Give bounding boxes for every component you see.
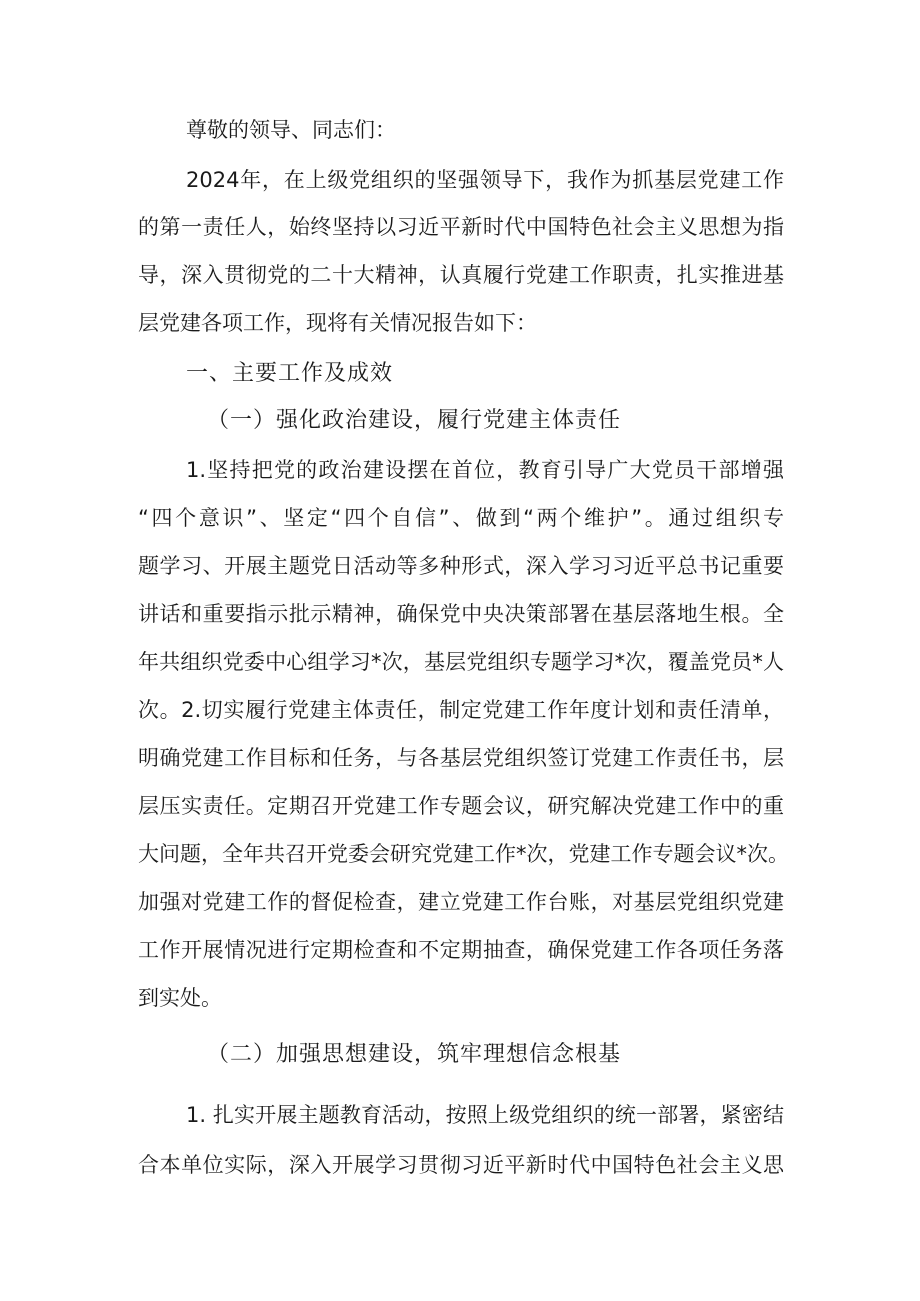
sub1-line-1: 1.坚持把党的政治建设摆在首位，教育引导广大党员干部增强 bbox=[186, 458, 784, 482]
intro-line-3: 导，深入贯彻党的二十大精神，认真履行党建工作职责，扎实推进基 bbox=[138, 263, 784, 287]
sub1-line-9: 大问题，全年共召开党委会研究党建工作*次，党建工作专题会议*次。 bbox=[138, 842, 789, 866]
section-1-title: 一、主要工作及成效 bbox=[186, 361, 394, 386]
sub1-line-5: 年共组织党委中心组学习*次，基层党组织专题学习*次，覆盖党员*人 bbox=[138, 650, 784, 674]
sub1-line-4: 讲话和重要指示批示精神，确保党中央决策部署在基层落地生根。全 bbox=[138, 602, 784, 626]
intro-line-2: 的第一责任人，始终坚持以习近平新时代中国特色社会主义思想为指 bbox=[138, 215, 784, 239]
subsection-1-title: （一）强化政治建设，履行党建主体责任 bbox=[207, 408, 622, 433]
sub1-line-2: “四个意识”、坚定“四个自信”、做到“两个维护”。通过组织专 bbox=[138, 506, 784, 530]
sub1-line-6: 次。2.切实履行党建主体责任，制定党建工作年度计划和责任清单， bbox=[138, 698, 784, 722]
sub2-line-2: 合本单位实际，深入开展学习贯彻习近平新时代中国特色社会主义思 bbox=[138, 1153, 784, 1177]
sub1-line-8: 层压实责任。定期召开党建工作专题会议，研究解决党建工作中的重 bbox=[138, 794, 784, 818]
sub1-line-10: 加强对党建工作的督促检查，建立党建工作台账，对基层党组织党建 bbox=[138, 890, 784, 914]
sub1-line-12: 到实处。 bbox=[138, 986, 222, 1010]
intro-line-4: 层党建各项工作，现将有关情况报告如下： bbox=[138, 311, 537, 335]
intro-line-1: 2024年，在上级党组织的坚强领导下，我作为抓基层党建工作 bbox=[186, 168, 784, 192]
sub2-line-1: 1. 扎实开展主题教育活动，按照上级党组织的统一部署，紧密结 bbox=[186, 1103, 784, 1127]
sub1-line-11: 工作开展情况进行定期检查和不定期抽查，确保党建工作各项任务落 bbox=[138, 938, 784, 962]
greeting: 尊敬的领导、同志们： bbox=[186, 118, 396, 142]
subsection-2-title: （二）加强思想建设，筑牢理想信念根基 bbox=[207, 1042, 622, 1067]
sub1-line-7: 明确党建工作目标和任务，与各基层党组织签订党建工作责任书，层 bbox=[138, 746, 784, 770]
sub1-line-3: 题学习、开展主题党日活动等多种形式，深入学习习近平总书记重要 bbox=[138, 554, 784, 578]
